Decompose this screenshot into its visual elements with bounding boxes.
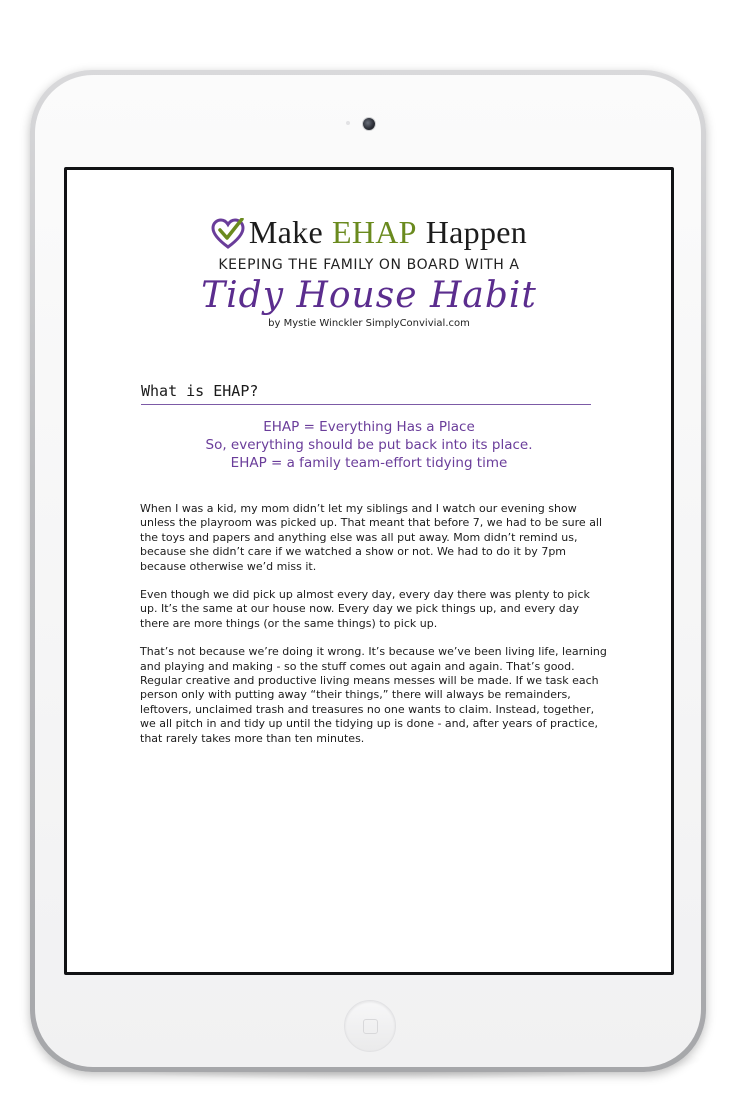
document-title [67,214,671,251]
byline: by Mystie Winckler SimplyConvivial.com [268,318,470,329]
title-accent: EHAP [331,214,417,250]
definition-line: So, everything should be put back into its place. [205,437,533,453]
document-subtitle: KEEPING THE FAMILY ON BOARD WITH A [218,257,520,273]
definitions-block [67,418,671,472]
camera-icon [362,117,376,131]
document-header [67,214,671,329]
light-sensor [346,121,350,125]
title-suffix: Happen [425,214,528,250]
home-square-icon [363,1019,378,1034]
title-prefix: Make [248,214,323,250]
home-button[interactable] [344,1000,396,1052]
section-heading: What is EHAP? [141,382,591,405]
body-text [140,502,610,760]
tablet-screen [64,167,674,975]
paragraph: When I was a kid, my mom didn’t let my siblings and I watch our evening show unless the playroom was picked up. That meant that before 7, we had to be sure all the toys and papers and anything else was all put away. Mom didn’t remind us, because she didn’t care if we watched a show or not. We had to do it by 7pm because otherwise we’d miss it. [140,502,603,573]
paragraph: That’s not because we’re doing it wrong. It’s because we’ve been living life, learning and playing and making - so the stuff comes out again and again. That’s good. Regular creative and productive living means messes will be made. If we task each person only with putting away “their things,” there will always be remainders, leftovers, unclaimed trash and treasures no one wants to claim. Instead, together, we all pitch in and tidy up until the tidying up is done - and, after years of practice, that rarely takes more than ten minutes. [140,645,607,745]
script-title: Tidy House Habit [201,275,537,316]
document-page [67,170,671,972]
definition-line: EHAP = a family team-effort tidying time [230,455,508,471]
paragraph: Even though we did pick up almost every day, every day there was plenty to pick up. It’s the same at our house now. Every day we pick things up, and every day there are more things (or the same things) to pick up. [140,588,590,630]
heart-check-icon [211,218,245,250]
definition-line: EHAP = Everything Has a Place [263,419,475,435]
